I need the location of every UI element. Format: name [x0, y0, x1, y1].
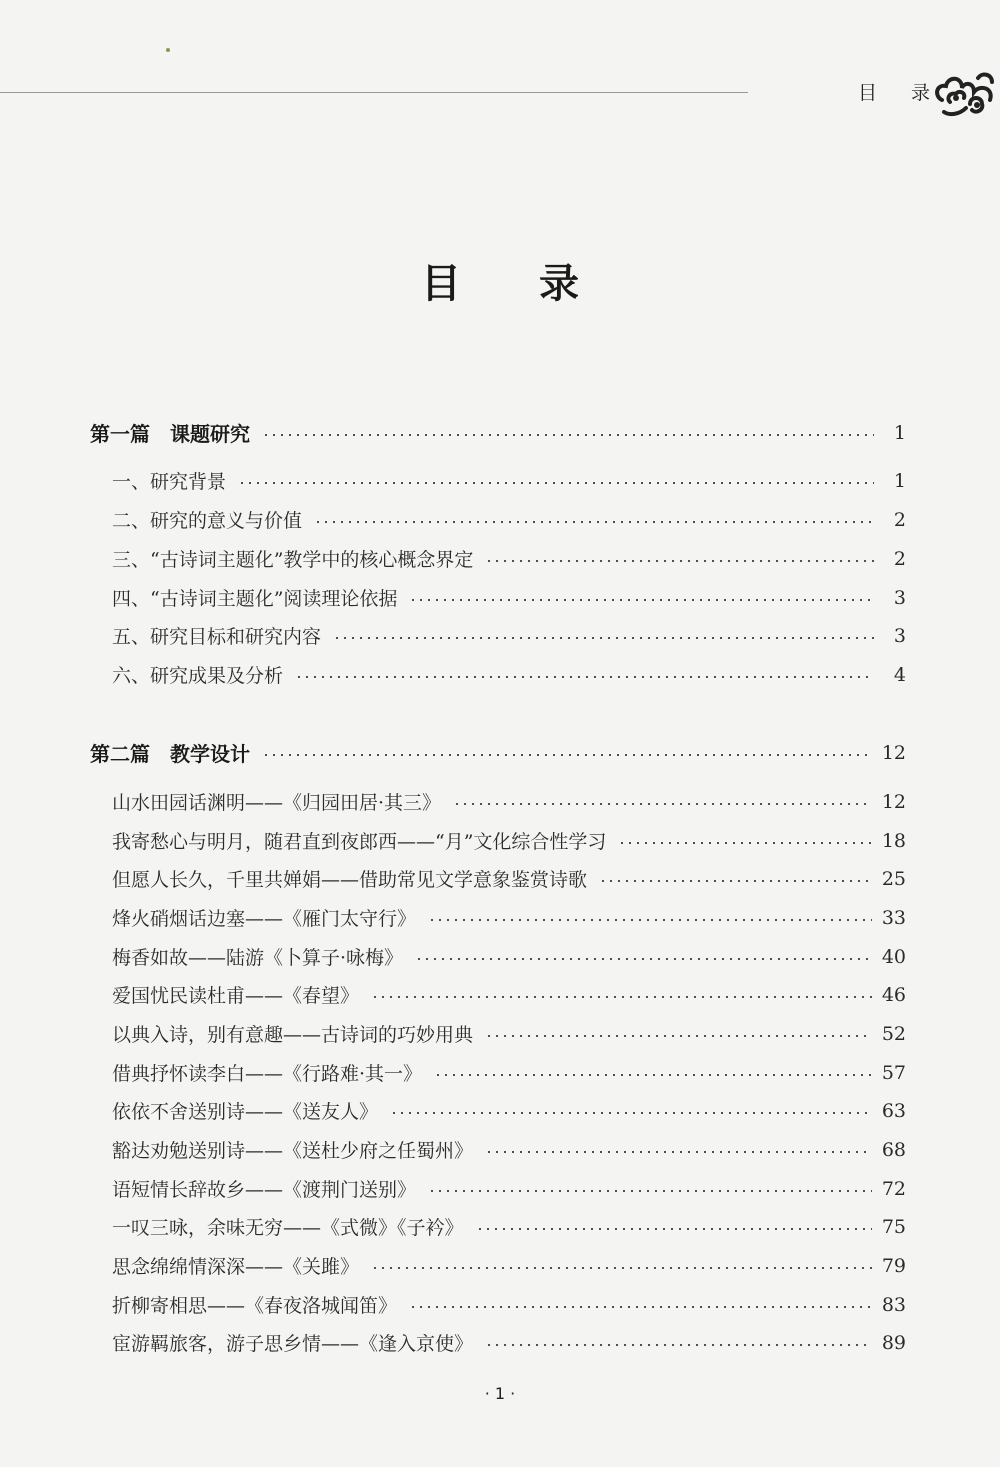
- toc-entry[interactable]: [112, 981, 906, 1008]
- toc-section-page: 1: [893, 421, 906, 444]
- toc-entry[interactable]: [112, 545, 906, 572]
- decorative-speck: [166, 48, 170, 52]
- dot-leader: [485, 1035, 872, 1037]
- dot-leader: [295, 676, 874, 678]
- toc-entry[interactable]: [112, 1213, 906, 1240]
- toc-entry-page: 12: [881, 790, 906, 813]
- dot-leader: [485, 1344, 872, 1346]
- toc-entry-label: 五、研究目标和研究内容: [112, 626, 322, 648]
- dot-leader: [485, 560, 874, 562]
- toc-entry-label: 折柳寄相思——《春夜洛城闻笛》: [112, 1295, 398, 1317]
- toc-entry-label: 一叹三咏，余味无穷——《式微》《子衿》: [112, 1217, 464, 1239]
- dot-leader: [428, 919, 872, 921]
- toc-section-label: 第一篇 课题研究: [90, 422, 250, 446]
- toc-entry-label: 烽火硝烟话边塞——《雁门太守行》: [112, 908, 417, 930]
- toc-entry-page: 72: [881, 1177, 906, 1200]
- dot-leader: [333, 637, 874, 639]
- toc-entry[interactable]: [112, 904, 906, 931]
- dot-leader: [415, 958, 872, 960]
- header-rule: [0, 92, 748, 93]
- dot-leader: [371, 996, 872, 998]
- toc-entry-page: 46: [881, 983, 906, 1006]
- toc-entry[interactable]: [112, 1291, 906, 1318]
- toc-entry-label: 四、“古诗词主题化”阅读理论依据: [112, 588, 398, 610]
- toc-entry-page: 1: [893, 469, 906, 492]
- toc-entry[interactable]: [112, 1020, 906, 1047]
- dot-leader: [371, 1267, 872, 1269]
- toc-entry-label: 山水田园话渊明——《归园田居·其三》: [112, 792, 442, 814]
- toc-entry-page: 2: [893, 508, 906, 531]
- dot-leader: [262, 434, 874, 436]
- toc-entry-page: 40: [881, 945, 906, 968]
- toc-entry-label: 豁达劝勉送别诗——《送杜少府之任蜀州》: [112, 1140, 474, 1162]
- toc-entry-label: 但愿人长久，千里共婵娟——借助常见文学意象鉴赏诗歌: [112, 869, 588, 891]
- toc-entry-page: 63: [881, 1099, 906, 1122]
- toc-entry-label: 一、研究背景: [112, 471, 227, 493]
- toc-entry-page: 18: [881, 829, 906, 852]
- toc-entry-label: 三、“古诗词主题化”教学中的核心概念界定: [112, 549, 474, 571]
- toc-section[interactable]: [90, 738, 906, 767]
- toc-entry-label: 借典抒怀读李白——《行路难·其一》: [112, 1063, 423, 1085]
- dot-leader: [476, 1228, 872, 1230]
- toc-entry-page: 52: [881, 1022, 906, 1045]
- toc-entry[interactable]: [112, 467, 906, 494]
- toc-entry[interactable]: [112, 506, 906, 533]
- toc-entry-page: 3: [893, 624, 906, 647]
- dot-leader: [453, 803, 872, 805]
- toc-entry-page: 68: [881, 1138, 906, 1161]
- toc-entry-page: 83: [881, 1293, 906, 1316]
- dot-leader: [618, 842, 871, 844]
- toc-section-label: 第二篇 教学设计: [90, 742, 250, 766]
- toc-entry-page: 25: [881, 867, 906, 890]
- page-title: 目录: [421, 260, 657, 307]
- toc-entry[interactable]: [112, 1252, 906, 1279]
- dot-leader: [238, 482, 874, 484]
- toc-entry-page: 2: [893, 547, 906, 570]
- toc-entry-label: 梅香如故——陆游《卜算子·咏梅》: [112, 947, 404, 969]
- toc-entry[interactable]: [112, 584, 906, 611]
- toc-section-page: 12: [881, 741, 906, 764]
- toc-entry-label: 依依不舍送别诗——《送友人》: [112, 1101, 379, 1123]
- toc-entry-page: 57: [881, 1061, 906, 1084]
- toc-entry[interactable]: [112, 943, 906, 970]
- dot-leader: [314, 521, 874, 523]
- dot-leader: [599, 880, 872, 882]
- dot-leader: [485, 1151, 872, 1153]
- toc-entry-label: 思念绵绵情深深——《关雎》: [112, 1256, 360, 1278]
- toc-entry-label: 我寄愁心与明月，随君直到夜郎西——“月”文化综合性学习: [112, 831, 607, 853]
- dot-leader: [434, 1074, 872, 1076]
- toc-entry-page: 4: [893, 663, 906, 686]
- toc-entry-label: 宦游羁旅客，游子思乡情——《逢入京使》: [112, 1333, 474, 1355]
- toc-entry[interactable]: [112, 1175, 906, 1202]
- toc-entry-page: 3: [893, 586, 906, 609]
- toc-entry[interactable]: [112, 788, 906, 815]
- toc-entry-label: 六、研究成果及分析: [112, 665, 284, 687]
- toc-entry-page: 33: [881, 906, 906, 929]
- toc-entry[interactable]: [112, 622, 906, 649]
- toc-entry[interactable]: [112, 1097, 906, 1124]
- toc-entry-label: 以典入诗，别有意趣——古诗词的巧妙用典: [112, 1024, 474, 1046]
- toc-entry[interactable]: [112, 1329, 906, 1356]
- toc-entry-page: 79: [881, 1254, 906, 1277]
- toc-entry-page: 75: [881, 1215, 906, 1238]
- dot-leader: [428, 1190, 872, 1192]
- toc-entry[interactable]: [112, 1136, 906, 1163]
- page-number: · 1 ·: [484, 1384, 516, 1403]
- dot-leader: [390, 1112, 872, 1114]
- cloud-ornament-icon: [930, 62, 1000, 134]
- running-header-title: 目 录: [858, 82, 945, 104]
- toc-entry-label: 语短情长辞故乡——《渡荆门送别》: [112, 1179, 417, 1201]
- toc-entry[interactable]: [112, 865, 906, 892]
- dot-leader: [409, 1306, 872, 1308]
- toc-entry-page: 89: [881, 1331, 906, 1354]
- toc-entry-label: 二、研究的意义与价值: [112, 510, 303, 532]
- toc-entry[interactable]: [112, 661, 906, 688]
- toc-entry[interactable]: [112, 827, 906, 854]
- toc-entry[interactable]: [112, 1059, 906, 1086]
- toc-entry-label: 爱国忧民读杜甫——《春望》: [112, 985, 360, 1007]
- dot-leader: [262, 754, 872, 756]
- toc-section[interactable]: [90, 418, 906, 447]
- dot-leader: [409, 599, 874, 601]
